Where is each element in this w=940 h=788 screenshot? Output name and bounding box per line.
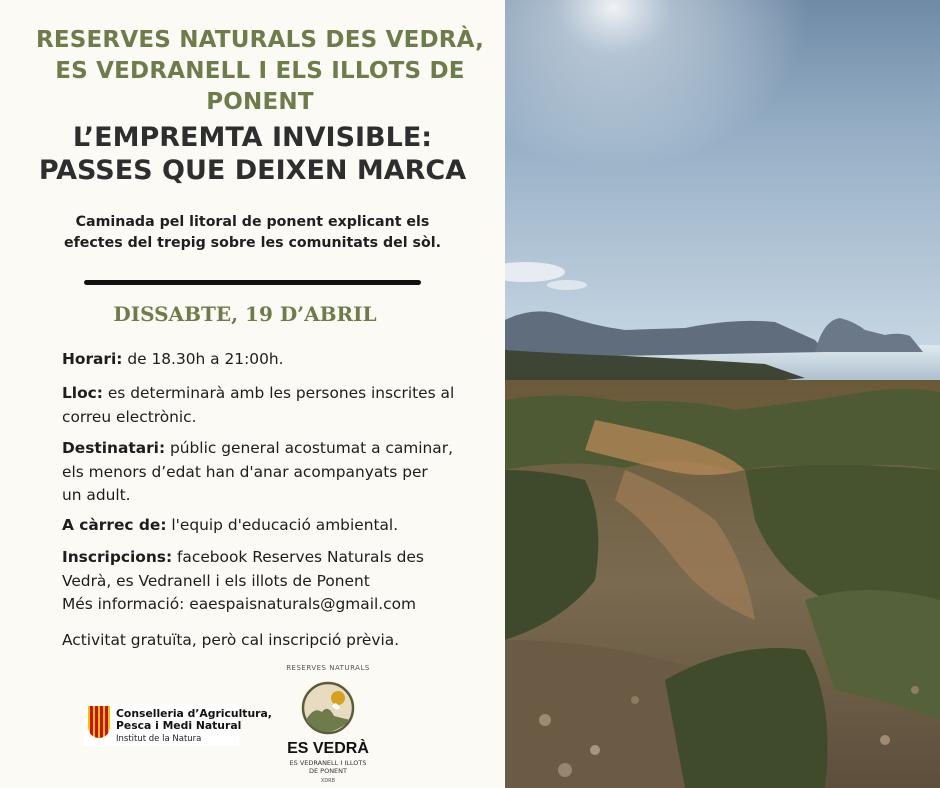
carrec-value: l'equip d'educació ambiental. [166, 516, 399, 534]
more-info-email: Més informació: eaespaisnaturals@gmail.com [62, 595, 417, 613]
reserve-logo-subtitle-line2: DE PONENT [308, 767, 348, 775]
reserve-logo-code: XDRB [320, 778, 336, 784]
carrec-label: A càrrec de: [62, 516, 167, 534]
reserve-logo [280, 662, 376, 786]
event-title-line2: PASSES QUE DEIXEN MARCA [38, 155, 467, 186]
conselleria-logo [84, 704, 272, 746]
detail-destinatari [62, 437, 492, 508]
reserve-emblem-icon [280, 670, 376, 748]
reserve-logo-arc-text: RESERVES NATURALS [286, 664, 370, 672]
horari-label: Horari: [62, 350, 123, 368]
lloc-value-line1: es determinarà amb les persones inscrites al [102, 384, 455, 402]
balearic-flag-icon [88, 706, 110, 738]
reserve-logo-subtitle-line1: ES VEDRANELL I ILLOTS [289, 759, 367, 767]
event-date: DISSABTE, 19 D’ABRIL [113, 302, 377, 326]
event-description-line2: efectes del trepig sobre les comunitats del sòl. [63, 235, 442, 251]
free-activity-note: Activitat gratuïta, però cal inscripció prèvia. [62, 631, 400, 649]
coastal-landscape-photo [505, 0, 940, 788]
detail-carrec [62, 514, 492, 538]
event-description [30, 212, 475, 254]
detail-lloc [62, 382, 492, 429]
landscape-illustration [505, 0, 940, 788]
lloc-label: Lloc: [62, 384, 103, 402]
destinatari-value-line1: públic general acostumat a caminar, [165, 439, 453, 457]
detail-inscripcions [62, 546, 492, 617]
conselleria-name-line1: Conselleria d’Agricultura, [116, 707, 272, 720]
inscripcions-label: Inscripcions: [62, 548, 173, 566]
detail-horari [62, 348, 492, 372]
divider-rule [84, 280, 421, 285]
destinatari-label: Destinatari: [62, 439, 166, 457]
destinatari-value-line3: un adult. [62, 486, 131, 504]
inscripcions-value-line1: facebook Reserves Naturals des [172, 548, 424, 566]
event-description-line1: Caminada pel litoral de ponent explicant els [75, 214, 430, 230]
inscripcions-value-line2: Vedrà, es Vedranell i els illots de Ponent [62, 571, 370, 590]
organization-title-line2: ES VEDRANELL I ELS ILLOTS DE PONENT [55, 58, 465, 115]
reserve-logo-name: ES VEDRÀ [287, 740, 369, 757]
institut-name: Institut de la Natura [116, 734, 202, 744]
horari-value: de 18.30h a 21:00h. [122, 350, 284, 368]
destinatari-value-line2: els menors d’edat han d'anar acompanyats per [62, 462, 428, 481]
conselleria-name-line2: Pesca i Medi Natural [116, 719, 242, 732]
event-title-line1: L’EMPREMTA INVISIBLE: [72, 122, 433, 153]
organization-title-line1: RESERVES NATURALS DES VEDRÀ, [35, 27, 485, 53]
lloc-value-line2: correu electrònic. [62, 407, 197, 426]
